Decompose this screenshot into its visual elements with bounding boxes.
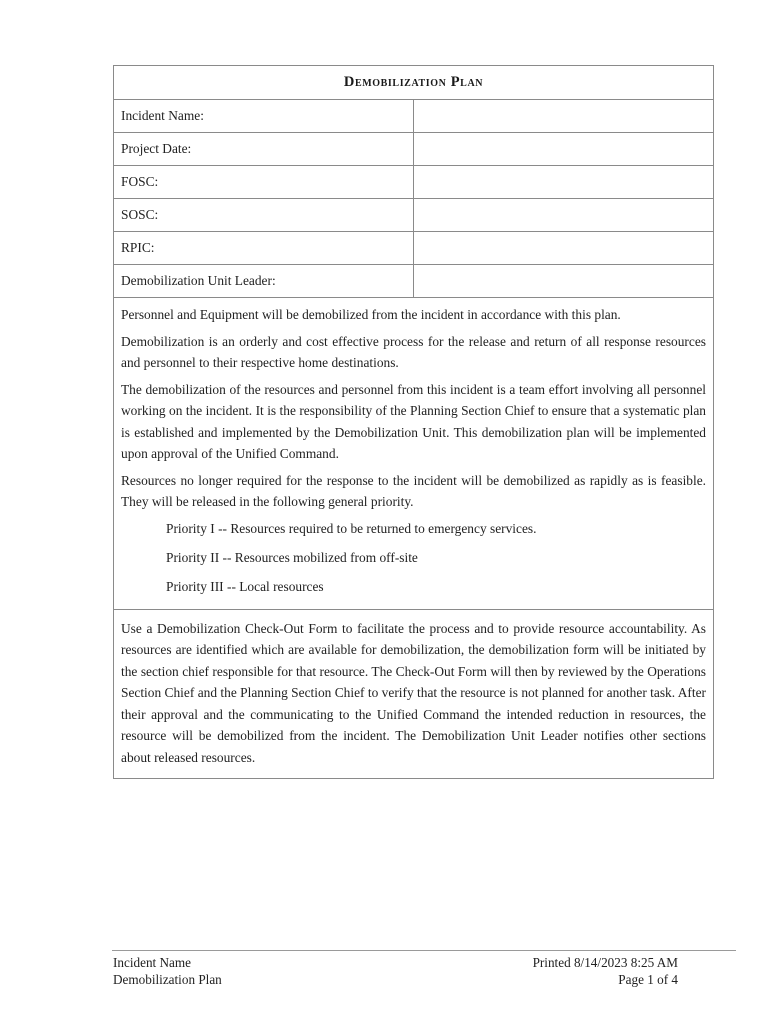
overview-paragraph: The demobilization of the resources and personnel from this incident is a team effort involving all personnel working on the incident. It is the responsibility of the Planning Section Chief to ensure that a systematic plan is established and implemented by the Demobilization Unit. This demobilization plan will be implemented upon approval of the Unified Command.	[121, 381, 706, 461]
field-row-rpic	[114, 232, 714, 265]
footer-incident-name: Incident Name	[113, 955, 191, 970]
field-row-project-date	[114, 133, 714, 166]
overview-paragraph: Personnel and Equipment will be demobilized from the incident in accordance with this plan.	[121, 307, 621, 322]
field-row-fosc	[114, 166, 714, 199]
demob-unit-leader-value[interactable]	[414, 265, 714, 298]
footer-left	[113, 954, 222, 988]
footer-divider	[112, 950, 736, 951]
field-row-sosc	[114, 199, 714, 232]
sosc-value[interactable]	[414, 199, 714, 232]
overview-paragraph: Resources no longer required for the response to the incident will be demobilized as rapidly as is feasible. They will be released in the following general priority.	[121, 472, 706, 509]
project-date-label: Project Date:	[114, 133, 414, 166]
field-row-demob-unit-leader	[114, 265, 714, 298]
checkout-paragraph: Use a Demobilization Check-Out Form to facilitate the process and to provide resource accountability. As resources are identified which are available for demobilization, the demobilization form will be initiated by the section chief responsible for that resource. The Check-Out Form will then by reviewed by the Operations Section Chief and the Planning Section Chief to verify that the resource is not planned for another task. After their approval and the communicating to the Unified Command the intended reduction in resources, the resource will be demobilized from the incident. The Demobilization Unit Leader notifies other sections about released resources.	[121, 620, 706, 765]
footer-printed-timestamp: Printed 8/14/2023 8:25 AM	[532, 955, 678, 970]
fosc-label: FOSC:	[114, 166, 414, 199]
footer-right	[533, 954, 678, 988]
overview-paragraph: Demobilization is an orderly and cost effective process for the release and return of all response resources and personnel to their respective home destinations.	[121, 333, 706, 370]
footer-document-name: Demobilization Plan	[113, 972, 222, 987]
plan-overview-section	[114, 298, 714, 610]
demobilization-plan-form	[113, 65, 714, 779]
project-date-value[interactable]	[414, 133, 714, 166]
priority-item: Priority I -- Resources required to be returned to emergency services.	[166, 520, 537, 536]
checkout-procedure-section	[114, 609, 714, 779]
incident-name-value[interactable]	[414, 100, 714, 133]
priority-item: Priority II -- Resources mobilized from off-site	[166, 549, 418, 565]
title-cell	[114, 66, 714, 100]
sosc-label: SOSC:	[114, 199, 414, 232]
priority-item: Priority III -- Local resources	[166, 578, 324, 594]
field-row-incident-name	[114, 100, 714, 133]
rpic-value[interactable]	[414, 232, 714, 265]
document-title: Demobilization Plan	[343, 74, 484, 91]
fosc-value[interactable]	[414, 166, 714, 199]
rpic-label: RPIC:	[114, 232, 414, 265]
incident-name-label: Incident Name:	[114, 100, 414, 133]
footer-page-number: Page 1 of 4	[618, 972, 678, 987]
demob-unit-leader-label: Demobilization Unit Leader:	[114, 265, 414, 298]
